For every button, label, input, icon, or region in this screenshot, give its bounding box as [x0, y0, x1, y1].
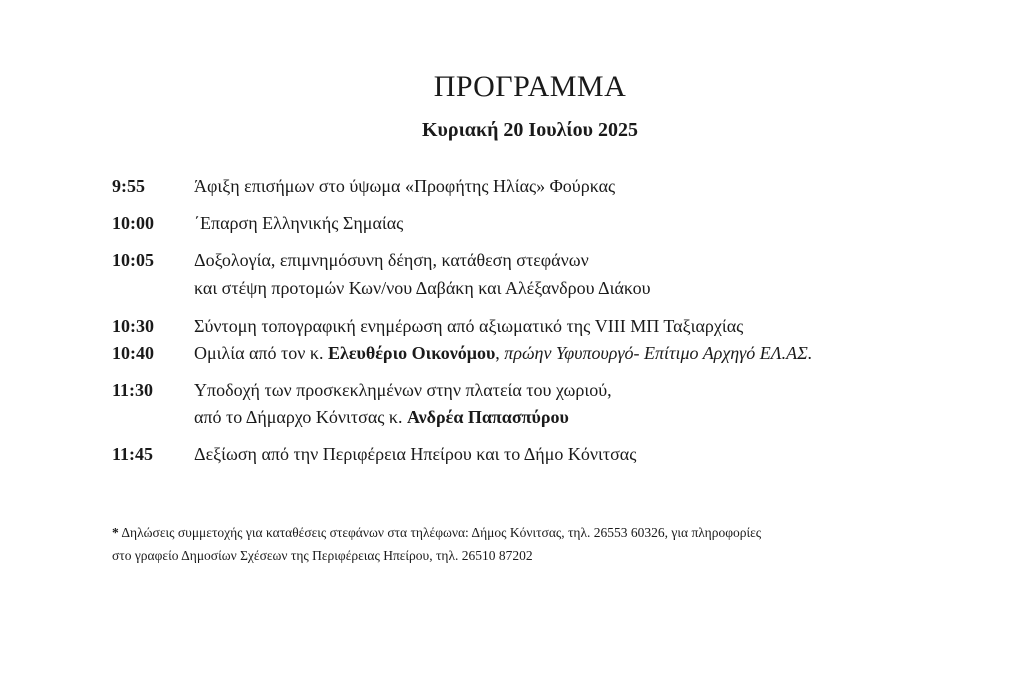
schedule-time: 11:45 — [112, 444, 154, 464]
event-date: Κυριακή 20 Ιουλίου 2025 — [421, 119, 639, 141]
schedule-text-lead: από το Δήμαρχο Κόνιτσας κ. — [194, 407, 407, 427]
footnote-text: Δηλώσεις συμμετοχής για καταθέσεις στεφάνων στα τηλέφωνα: Δήμος Κόνιτσας, τηλ. 26553 60326, για πληροφορίες — [118, 525, 762, 540]
footnote-line — [112, 521, 972, 544]
schedule-text: ΄Επαρση Ελληνικής Σημαίας — [194, 213, 404, 233]
footnote — [112, 521, 972, 567]
page-title: ΠΡΟΓΡΑΜΜΑ — [433, 70, 627, 103]
schedule-text: Υποδοχή των προσκεκλημένων στην πλατεία του χωριού, — [194, 380, 612, 400]
speaker-title: πρώην Υφυπουργό- Επίτιμο Αρχηγό ΕΛ.ΑΣ. — [504, 343, 813, 363]
schedule-text: Σύντομη τοπογραφική ενημέρωση από αξιωματικό της VIII ΜΠ Ταξιαρχίας — [194, 316, 744, 336]
schedule-text: Άφιξη επισήμων στο ύψωμα «Προφήτης Ηλίας» Φούρκας — [194, 176, 616, 196]
schedule-time: 10:30 — [112, 316, 154, 336]
footnote-asterisk: * — [112, 525, 119, 540]
schedule-time: 11:30 — [112, 380, 154, 400]
schedule-text: και στέψη προτομών Κων/νου Δαβάκη και Αλέξανδρου Διάκου — [194, 278, 651, 298]
schedule-text: Δοξολογία, επιμνημόσυνη δέηση, κατάθεση στεφάνων — [194, 250, 589, 270]
mayor-name: Ανδρέα Παπασπύρου — [406, 407, 569, 427]
schedule-time: 9:55 — [112, 176, 145, 196]
schedule-text — [194, 405, 569, 429]
footnote-line: στο γραφείο Δημοσίων Σχέσεων της Περιφέρειας Ηπείρου, τηλ. 26510 87202 — [112, 548, 533, 563]
schedule-text-separator: , — [495, 343, 505, 363]
schedule-time: 10:00 — [112, 213, 154, 233]
schedule-text: Δεξίωση από την Περιφέρεια Ηπείρου και το Δήμο Κόνιτσας — [194, 444, 637, 464]
schedule-time: 10:05 — [112, 250, 154, 270]
schedule-time: 10:40 — [112, 343, 154, 363]
schedule-text — [194, 341, 812, 365]
speaker-name: Ελευθέριο Οικονόμου — [327, 343, 496, 363]
schedule-text-lead: Ομιλία από τον κ. — [194, 343, 328, 363]
